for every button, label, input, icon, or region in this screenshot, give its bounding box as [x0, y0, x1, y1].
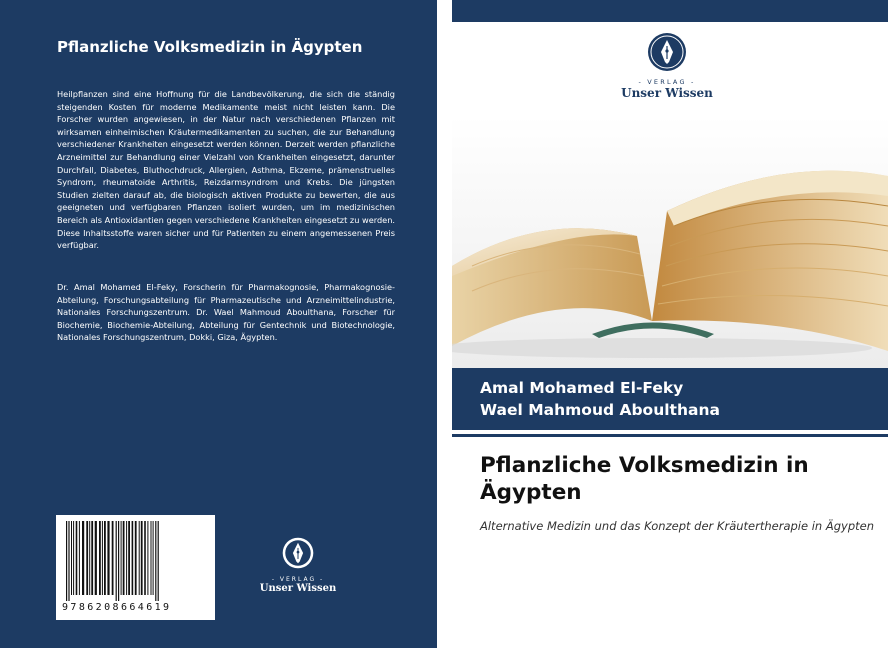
front-cover	[452, 0, 888, 648]
verlag-label: - VERLAG -	[271, 576, 325, 583]
barcode-bar	[107, 521, 109, 595]
back-cover-title: Pflanzliche Volksmedizin in Ägypten	[57, 38, 363, 56]
barcode-bar	[73, 521, 74, 595]
publisher-name: Unser Wissen	[259, 583, 337, 594]
barcode-bar	[132, 521, 134, 595]
front-top-bar	[452, 0, 888, 22]
back-cover	[0, 0, 437, 648]
author-name: Amal Mohamed El-Feky	[480, 379, 684, 397]
title-divider	[452, 434, 888, 437]
book-subtitle: Alternative Medizin und das Konzept der Kräutertherapie in Ägypten	[480, 519, 875, 533]
barcode-bar	[86, 521, 88, 595]
barcode-bar	[99, 521, 101, 595]
barcode-bar	[76, 521, 78, 595]
barcode-bar	[89, 521, 90, 595]
barcode-bar	[141, 521, 143, 595]
publisher-name: Unser Wissen	[621, 86, 713, 100]
barcode-bar	[79, 521, 80, 595]
book-title: Pflanzliche Volksmedizin in Ägypten	[480, 453, 809, 505]
barcode-bar	[102, 521, 103, 595]
barcode-bar	[82, 521, 84, 595]
open-book-photo	[452, 116, 888, 368]
fountain-pen-nib-icon	[647, 32, 687, 72]
barcode-bar	[104, 521, 106, 595]
barcode-bar	[68, 521, 69, 601]
barcode-bar	[91, 521, 93, 595]
barcode-bar	[116, 521, 117, 601]
barcode-bar	[128, 521, 130, 595]
barcode-bar	[151, 521, 152, 595]
author-name: Wael Mahmoud Aboulthana	[480, 401, 720, 419]
barcode-bar	[147, 521, 148, 595]
back-cover-blurb: Heilpflanzen sind eine Hoffnung für die Landbevölkerung, die sich die ständig steigenden Kosten für moderne Medikamente meist nicht leisten kann. Die Forscher wurden angewiesen, in der Natur nach verschiedenen Pflanzen mit wirksamen einheimischen Kräutermedikamenten zu suchen, die zur Behandlung verschiedener Krankheiten eingesetzt werden können. Derzeit werden pflanzliche Arzneimittel zur Behandlung einer Vielzahl von Krankheiten eingesetzt, darunter Durchfall, Diabetes, Bluthochdruck, Allergien, Asthma, Ekzeme, prämenstruelles Syndrom, rheumatoide Arthritis, Reizdarmsyndrom und Krebs. Die jüngsten Studien zielten darauf ab, die biologisch aktiven Produkte zu bewerten, die aus geeigneten und verfügbaren Pflanzen isoliert wurden, um im medizinischen Bereich als Antioxidantien gegen verschiedene Krankheiten eingesetzt zu werden. Diese Inhaltsstoffe waren sicher und für Patienten zu einem angemessenen Preis verfügbar.	[57, 89, 395, 251]
barcode-bar	[155, 521, 156, 601]
barcode-bar	[118, 521, 119, 601]
isbn-digits: 9786208664619	[62, 602, 172, 613]
barcode-bar	[144, 521, 146, 595]
barcode-bar	[153, 521, 154, 595]
barcode-bar	[123, 521, 125, 595]
barcode-bar	[135, 521, 137, 595]
barcode-bar	[66, 521, 67, 601]
barcode-bar	[112, 521, 114, 595]
barcode-bar	[158, 521, 159, 601]
barcode-bar	[71, 521, 72, 595]
barcode-bar	[121, 521, 122, 595]
front-publisher-logo	[612, 32, 722, 100]
author-bio: Dr. Amal Mohamed El-Feky, Forscherin für Pharmakognosie, Pharmakognosie-Abteilung, Forschungsabteilung für Pharmazeutische und Arzneimittelindustrie, Nationales Forschungszentrum. Dr. Wael Mahmoud Aboulthana, Forscher für Biochemie, Biochemie-Abteilung, Abteilung für Gentechnik und Biotechnologie, Nationales Forschungszentrum, Dokki, Giza, Ägypten.	[57, 282, 395, 343]
verlag-label: - VERLAG -	[638, 78, 696, 86]
barcode-bar	[139, 521, 140, 595]
fountain-pen-nib-icon	[281, 536, 315, 570]
authors-band	[452, 368, 888, 430]
back-publisher-logo	[258, 536, 338, 596]
barcode-bar	[126, 521, 127, 595]
barcode-bar	[95, 521, 97, 595]
isbn-barcode	[56, 515, 215, 620]
barcode-bars	[64, 521, 207, 601]
spine	[437, 0, 452, 648]
